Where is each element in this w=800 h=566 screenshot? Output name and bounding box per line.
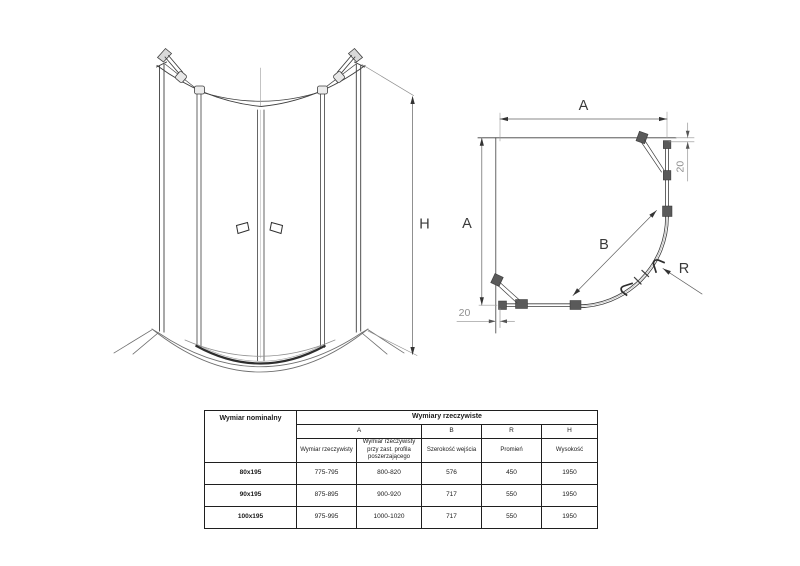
- table-cell: 975-995: [297, 506, 357, 528]
- plan-hardware: [499, 141, 673, 310]
- cell-nominal: 100x195: [205, 506, 297, 528]
- door-handle-icons: [237, 223, 283, 234]
- header-col-a: A: [297, 425, 422, 439]
- dimension-r: [663, 261, 702, 294]
- table-cell: 550: [482, 506, 542, 528]
- table-cell: 1000-1020: [357, 506, 422, 528]
- plan-bracket-top-right: [636, 131, 664, 172]
- table-cell: 576: [422, 462, 482, 484]
- header-nominal: Wymiar nominalny: [205, 411, 297, 463]
- dimension-table: [204, 410, 598, 529]
- table-cell: 550: [482, 484, 542, 506]
- table-row: [205, 484, 598, 506]
- cell-nominal: 90x195: [205, 484, 297, 506]
- header-sub-b: Szerokość wejścia: [422, 439, 482, 463]
- left-side-panel: [157, 62, 199, 332]
- header-col-h: H: [542, 425, 598, 439]
- header-col-r: R: [482, 425, 542, 439]
- header-actual: Wymiary rzeczywiste: [297, 411, 598, 425]
- dimension-20-right: [669, 123, 694, 181]
- table-cell: 800-820: [357, 462, 422, 484]
- table-cell: 775-795: [297, 462, 357, 484]
- label-a-left: A: [462, 216, 472, 232]
- table-cell: 875-895: [297, 484, 357, 506]
- table-cell: 1950: [542, 462, 598, 484]
- shower-tray: [152, 329, 368, 372]
- cell-nominal: 80x195: [205, 462, 297, 484]
- left-handle-icon: [237, 223, 250, 234]
- table-row: [205, 506, 598, 528]
- header-sub-a1: Wymiar rzeczywisty: [297, 439, 357, 463]
- dimension-20-bottom: [457, 307, 515, 328]
- table-cell: 717: [422, 484, 482, 506]
- label-b: B: [599, 237, 609, 253]
- table-row: [205, 462, 598, 484]
- door-panels: [257, 110, 264, 361]
- front-view: [114, 49, 430, 373]
- plan-bracket-bottom-left: [491, 274, 520, 303]
- header-sub-a2: Wymiar rzeczywisty przy zast. profila poszerzającego: [357, 439, 422, 463]
- right-side-panel: [322, 62, 365, 332]
- table-cell: 450: [482, 462, 542, 484]
- right-handle-icon: [270, 223, 283, 234]
- table-cell: 900-920: [357, 484, 422, 506]
- label-h: H: [419, 216, 430, 233]
- label-r: R: [678, 261, 690, 277]
- header-sub-r: Promień: [482, 439, 542, 463]
- header-col-b: B: [422, 425, 482, 439]
- label-20-bottom: 20: [458, 307, 471, 319]
- table-cell: 1950: [542, 484, 598, 506]
- label-20-right: 20: [674, 160, 687, 173]
- header-sub-h: Wysokość: [542, 439, 598, 463]
- height-dimension: [362, 65, 430, 356]
- table-header-row-1: [205, 411, 598, 425]
- plan-bottom-glass: [500, 304, 578, 307]
- dimension-b: [573, 211, 657, 296]
- plan-view: [457, 98, 702, 333]
- label-a-top: A: [578, 98, 589, 114]
- plan-right-glass: [666, 112, 669, 217]
- wall-bracket-right: [318, 49, 363, 95]
- table-cell: 717: [422, 506, 482, 528]
- table-cell: 1950: [542, 506, 598, 528]
- plan-door-arc: [578, 217, 669, 308]
